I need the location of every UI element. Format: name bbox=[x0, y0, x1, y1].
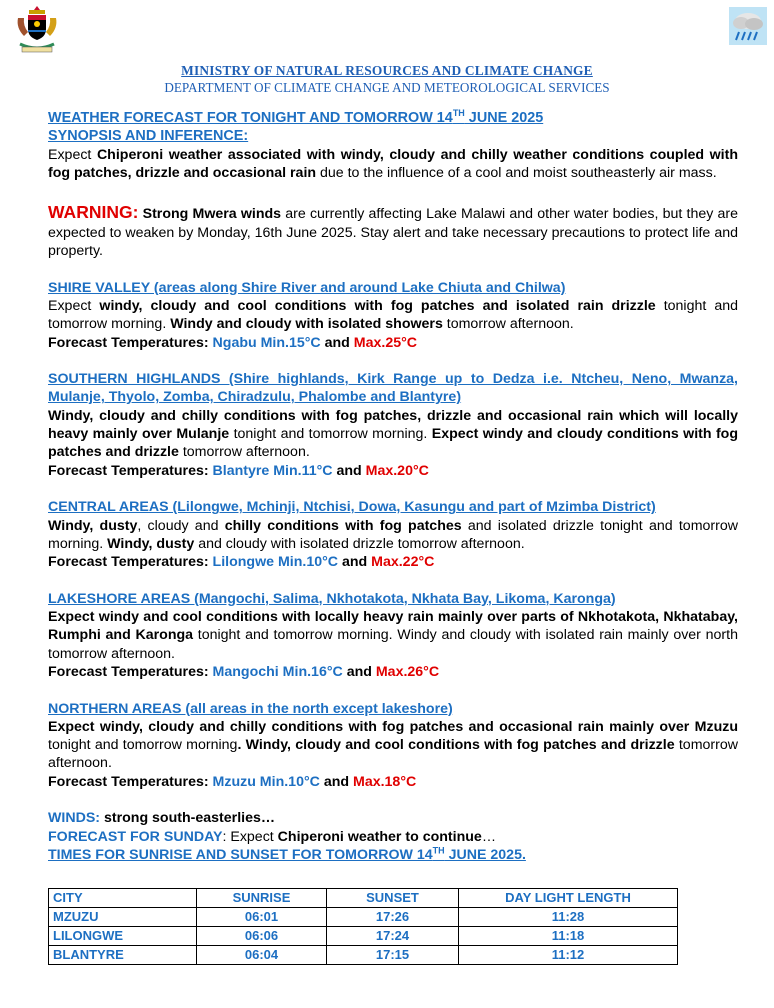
southern-b1: Windy, cloudy and chilly conditions with fog patches, drizzle and occasional rain which will locally heavy mainly over Mulanje bbox=[48, 407, 738, 443]
shire-min: Ngabu Min.15°C bbox=[212, 334, 321, 351]
lakeshore-max: Max.26°C bbox=[375, 663, 440, 680]
daylight-cell: 11:18 bbox=[459, 927, 678, 946]
table-row bbox=[49, 946, 678, 965]
times-heading-sup: TH bbox=[432, 845, 445, 856]
daylight-cell: 11:12 bbox=[459, 946, 678, 965]
northern-t2: tomorrow afternoon. bbox=[48, 737, 738, 772]
northern-temp-label: Forecast Temperatures: bbox=[48, 773, 213, 790]
sunset-cell: 17:26 bbox=[327, 908, 459, 927]
central-b3: Windy, dusty bbox=[107, 535, 195, 552]
winds-label: WINDS: bbox=[48, 810, 104, 827]
southern-t2: tomorrow afternoon. bbox=[178, 444, 310, 461]
table-row bbox=[49, 908, 678, 927]
times-heading-text: TIMES FOR SUNRISE AND SUNSET FOR TOMORROW 14 bbox=[48, 846, 433, 863]
sunday-t2: … bbox=[481, 828, 497, 845]
shire-temp-label: Forecast Temperatures: bbox=[48, 334, 213, 351]
sunrise-cell: 06:01 bbox=[197, 908, 327, 927]
synopsis-text bbox=[48, 146, 738, 183]
sunday-t1: : Expect bbox=[222, 828, 278, 845]
lakeshore-heading: LAKESHORE AREAS (Mangochi, Salima, Nkhotakota, Nkhata Bay, Likoma, Karonga) bbox=[48, 590, 616, 607]
sunrise-cell: 06:06 bbox=[197, 927, 327, 946]
shire-b2: Windy and cloudy with isolated showers bbox=[170, 316, 443, 333]
sunday-line bbox=[48, 828, 738, 846]
southern-heading: SOUTHERN HIGHLANDS (Shire highlands, Kirk Range up to Dedza i.e. Ntcheu, Neno, Mwanza, Mulanje, Thyolo, Zomba, Chiradzulu, Phalombe and Blantyre) bbox=[48, 371, 738, 406]
central-min: Lilongwe Min.10°C bbox=[212, 554, 339, 571]
northern-heading: NORTHERN AREAS (all areas in the north except lakeshore) bbox=[48, 700, 453, 717]
central-t3: and cloudy with isolated drizzle tomorrow afternoon. bbox=[194, 535, 525, 552]
northern-min: Mzuzu Min.10°C bbox=[212, 773, 320, 790]
title-date: JUNE 2025 bbox=[464, 110, 544, 126]
lakeshore-temps bbox=[48, 663, 738, 681]
winds-value: strong south-easterlies… bbox=[103, 810, 276, 827]
central-text bbox=[48, 517, 738, 554]
southern-temps bbox=[48, 462, 738, 480]
ministry-name: MINISTRY OF NATURAL RESOURCES AND CLIMATE CHANGE bbox=[181, 63, 593, 78]
southern-and: and bbox=[332, 462, 366, 479]
synopsis-t1: Expect bbox=[48, 146, 97, 163]
northern-text bbox=[48, 718, 738, 773]
shire-t3: tomorrow afternoon. bbox=[442, 316, 574, 333]
central-max: Max.22°C bbox=[371, 554, 435, 571]
col-daylight: DAY LIGHT LENGTH bbox=[459, 889, 678, 908]
synopsis-b1: Chiperoni weather associated with windy, cloudy and chilly weather conditions coupled with fog patches, drizzle and occasional rain bbox=[48, 146, 738, 181]
forecast-body bbox=[48, 109, 738, 864]
sunrise-cell: 06:04 bbox=[197, 946, 327, 965]
lakeshore-min: Mangochi Min.16°C bbox=[212, 663, 343, 680]
southern-t1: tonight and tomorrow morning. bbox=[229, 426, 432, 443]
lakeshore-text bbox=[48, 608, 738, 663]
northern-b2: . Windy, cloudy and cool conditions with fog patches and drizzle bbox=[237, 737, 675, 754]
winds-line bbox=[48, 809, 738, 827]
lakeshore-and: and bbox=[342, 663, 376, 680]
table-row bbox=[49, 927, 678, 946]
central-t2: and isolated drizzle tonight and tomorrow morning. bbox=[48, 517, 738, 552]
col-city: CITY bbox=[49, 889, 197, 908]
warning-label: WARNING: bbox=[48, 202, 139, 223]
warning-text bbox=[48, 203, 738, 260]
times-heading-date: JUNE 2025. bbox=[444, 846, 526, 863]
warning-t1: are currently affecting Lake Malawi and other water bodies, but they are expected to weaken by Monday, 16th June 2025. Stay alert and take necessary precautions to protect life and property. bbox=[48, 206, 739, 260]
city-cell: LILONGWE bbox=[49, 927, 197, 946]
central-temps bbox=[48, 553, 738, 571]
northern-b1: Expect windy, cloudy and chilly conditions with fog patches and occasional rain mainly over Mzuzu bbox=[48, 718, 738, 735]
shire-b1: windy, cloudy and cool conditions with fog patches and isolated rain drizzle bbox=[99, 297, 656, 314]
synopsis-t2: due to the influence of a cool and moist southeasterly air mass. bbox=[316, 164, 717, 181]
shire-heading: SHIRE VALLEY (areas along Shire River and around Lake Chiuta and Chilwa) bbox=[48, 279, 566, 296]
daylight-cell: 11:28 bbox=[459, 908, 678, 927]
malawi-coat-of-arms-icon bbox=[14, 4, 60, 54]
sunset-cell: 17:15 bbox=[327, 946, 459, 965]
sunday-b1: Chiperoni weather to continue bbox=[277, 828, 482, 845]
central-heading: CENTRAL AREAS (Lilongwe, Mchinji, Ntchisi, Dowa, Kasungu and part of Mzimba District) bbox=[48, 499, 656, 516]
shire-t2: tonight and tomorrow morning. bbox=[48, 297, 738, 333]
central-temp-label: Forecast Temperatures: bbox=[48, 554, 213, 571]
synopsis-heading: SYNOPSIS AND INFERENCE: bbox=[48, 128, 249, 145]
shire-t1: Expect bbox=[48, 297, 100, 314]
title-text: WEATHER FORECAST FOR TONIGHT AND TOMORROW 14 bbox=[48, 110, 453, 126]
city-cell: BLANTYRE bbox=[49, 946, 197, 965]
department-name: DEPARTMENT OF CLIMATE CHANGE AND METEOROLOGICAL SERVICES bbox=[164, 80, 610, 95]
central-b2: chilly conditions with fog patches bbox=[224, 517, 462, 534]
sun-times-table bbox=[48, 888, 678, 965]
times-heading bbox=[48, 846, 738, 864]
shire-text bbox=[48, 297, 738, 334]
sunset-cell: 17:24 bbox=[327, 927, 459, 946]
table-header-row bbox=[49, 889, 678, 908]
title-sup: TH bbox=[452, 108, 465, 119]
southern-min: Blantyre Min.11°C bbox=[212, 462, 333, 479]
col-sunrise: SUNRISE bbox=[197, 889, 327, 908]
rain-cloud-icon bbox=[729, 7, 767, 45]
shire-and: and bbox=[320, 334, 354, 351]
shire-temps bbox=[48, 334, 738, 352]
lakeshore-t1: tonight and tomorrow morning. Windy and cloudy with isolated rain mainly over north tomorrow afternoon. bbox=[48, 627, 738, 662]
shire-max: Max.25°C bbox=[353, 334, 418, 351]
central-and: and bbox=[338, 554, 372, 571]
southern-b2: Expect windy and cloudy conditions with fog patches and drizzle bbox=[48, 426, 738, 461]
southern-max: Max.20°C bbox=[365, 462, 429, 479]
forecast-title bbox=[48, 109, 738, 127]
northern-t1: tonight and tomorrow morning bbox=[48, 737, 238, 754]
southern-temp-label: Forecast Temperatures: bbox=[48, 462, 213, 479]
central-t1: , cloudy and bbox=[137, 517, 225, 534]
northern-max: Max.18°C bbox=[353, 773, 417, 790]
col-sunset: SUNSET bbox=[327, 889, 459, 908]
lakeshore-temp-label: Forecast Temperatures: bbox=[48, 663, 213, 680]
sunday-label: FORECAST FOR SUNDAY bbox=[48, 828, 223, 845]
northern-and: and bbox=[319, 773, 353, 790]
warning-b1: Strong Mwera winds bbox=[142, 206, 282, 223]
central-b1: Windy, dusty bbox=[48, 517, 138, 534]
southern-text bbox=[48, 407, 738, 462]
city-cell: MZUZU bbox=[49, 908, 197, 927]
northern-temps bbox=[48, 773, 738, 791]
lakeshore-b1: Expect windy and cool conditions with locally heavy rain mainly over parts of Nkhotakota, Nkhatabay, Rumphi and Karonga bbox=[48, 609, 738, 644]
